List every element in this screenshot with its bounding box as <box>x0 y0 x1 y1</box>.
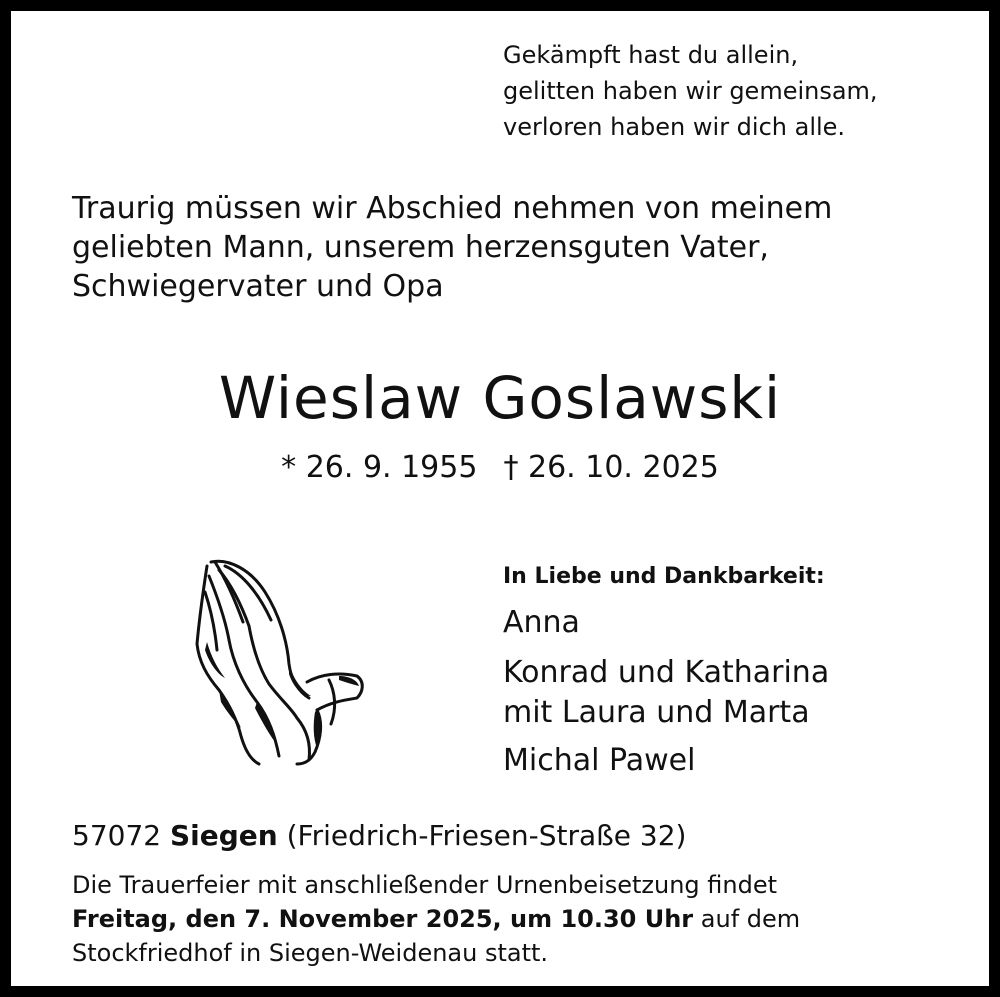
family-member <box>503 603 580 643</box>
address-line <box>72 816 686 856</box>
family-member <box>503 653 829 733</box>
poem-line: gelitten haben wir gemeinsam, <box>503 77 878 105</box>
family-line: mit Laura und Marta <box>503 695 810 730</box>
intro-text <box>72 189 832 306</box>
death-date: † 26. 10. 2025 <box>503 450 719 485</box>
intro-line: Schwiegervater und Opa <box>72 269 444 304</box>
funeral-info <box>72 868 800 970</box>
funeral-date: Freitag, den 7. November 2025, um 10.30 Uhr <box>72 905 694 933</box>
poem-line: Gekämpft hast du allein, <box>503 41 799 69</box>
funeral-line <box>72 902 800 936</box>
family-line: Michal Pawel <box>503 743 696 778</box>
poem-line: verloren haben wir dich alle. <box>503 113 846 141</box>
address-zip: 57072 <box>72 819 162 852</box>
funeral-line-rest: auf dem <box>693 905 801 933</box>
intro-line: Traurig müssen wir Abschied nehmen von meinem <box>72 191 833 226</box>
funeral-line: Stockfriedhof in Siegen-Weidenau statt. <box>72 939 549 967</box>
life-dates <box>11 448 989 488</box>
address-street: (Friedrich-Friesen-Straße 32) <box>286 819 687 852</box>
family-line: Anna <box>503 605 580 640</box>
funeral-line: Die Trauerfeier mit anschließender Urnenbeisetzung findet <box>72 871 778 899</box>
praying-hands-icon <box>189 552 367 766</box>
family-line: Konrad und Katharina <box>503 655 830 690</box>
signoff-heading: In Liebe und Dankbarkeit: <box>503 564 825 589</box>
address-city: Siegen <box>169 819 278 852</box>
intro-line: geliebten Mann, unserem herzensguten Vater, <box>72 230 769 265</box>
poem-block <box>503 37 878 145</box>
deceased-name: Wieslaw Goslawski <box>218 364 782 432</box>
family-member <box>503 741 695 781</box>
birth-date: * 26. 9. 1955 <box>281 450 478 485</box>
